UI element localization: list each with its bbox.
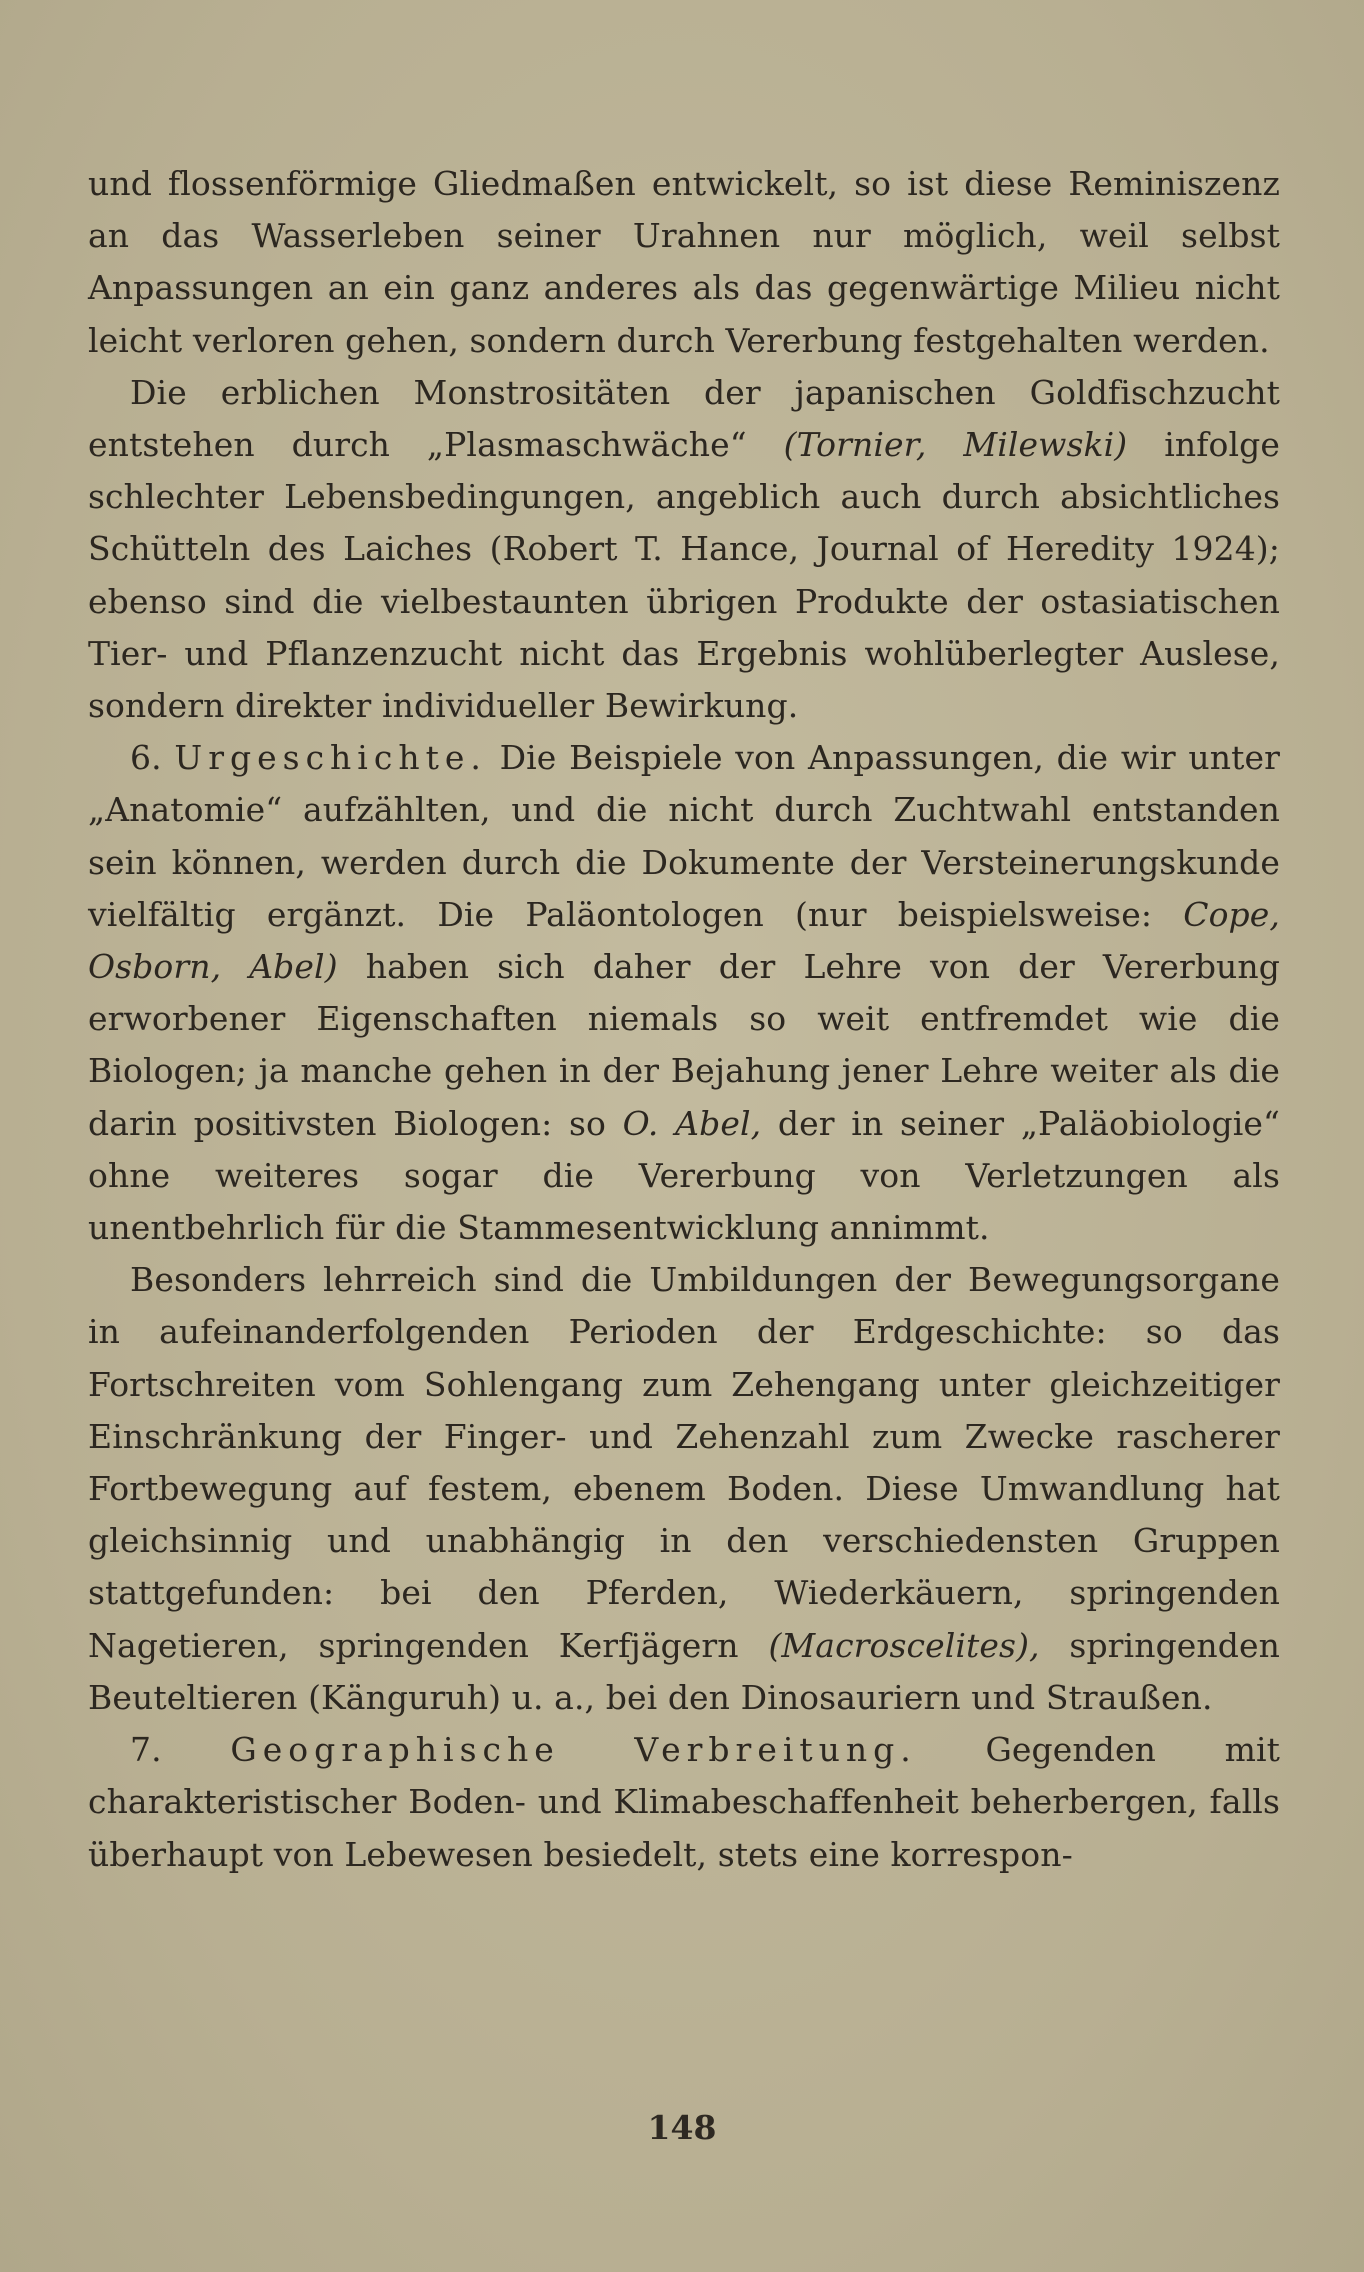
text-run: haben sich daher der Lehre von der Vererbung erworbener Eigenschaften niemals so weit entfremdet wie die Biologen; ja manche gehen in der Bejahung jener Lehre weiter als die darin positivsten Biologen: so	[88, 947, 1280, 1143]
text-run: 6.	[130, 738, 175, 778]
text-run: Die erblichen Monstrositäten der japanischen Goldfischzucht entstehen durch „Plasmaschwäche“	[88, 372, 1280, 465]
page-number: 148	[647, 2108, 717, 2147]
italic-text: (Macroscelites),	[768, 1625, 1040, 1665]
paragraph-3	[88, 732, 1280, 1254]
paragraph-1	[88, 158, 1280, 367]
italic-text: (Tornier, Milewski)	[783, 425, 1128, 465]
paragraph-2	[88, 367, 1280, 732]
text-run: infolge schlechter Lebensbedingungen, angeblich auch durch absichtliches Schütteln des Laiches (Robert T. Hance, Journal of Heredity 1924); ebenso sind die vielbestaunten übrigen Produkte der ostasiatischen Tier- und Pflanzenzucht nicht das Ergebnis wohlüberlegter Auslese, sondern direkter individueller Bewirkung.	[88, 425, 1280, 726]
text-run: Die Beispiele von Anpassungen, die wir unter „Anatomie“ aufzählten, und die nicht durch Zuchtwahl entstanden sein können, werden durch die Dokumente der Versteinerungskunde vielfältig ergänzt. Die Paläontologen (nur beispielsweise:	[88, 738, 1280, 934]
section-heading: Geographische Verbreitung.	[230, 1730, 917, 1770]
text-run: Gegenden mit charakteristischer Boden- und Klimabeschaffenheit beherbergen, falls überhaupt von Lebewesen besiedelt, stets eine korrespon-	[88, 1730, 1280, 1874]
paragraph-5	[88, 1724, 1280, 1881]
text-run: springenden Beuteltieren (Känguruh) u. a., bei den Dinosauriern und Straußen.	[88, 1625, 1280, 1717]
italic-text: Cope, Osborn, Abel)	[88, 894, 1280, 987]
italic-text: O. Abel,	[622, 1103, 762, 1143]
text-run: Besonders lehrreich sind die Umbildungen der Bewegungsorgane in aufeinanderfolgenden Perioden der Erdgeschichte: so das Fortschreiten vom Sohlengang zum Zehengang unter gleichzeitiger Einschränkung der Finger- und Zehenzahl zum Zwecke rascherer Fortbewegung auf festem, ebenem Boden. Diese Umwandlung hat gleichsinnig und unabhängig in den verschiedensten Gruppen stattgefunden: bei den Pferden, Wiederkäuern, springenden Nagetieren, springenden Kerfjägern	[88, 1260, 1280, 1665]
text-run: und flossenförmige Gliedmaßen entwickelt, so ist diese Reminiszenz an das Wasserleben seiner Urahnen nur möglich, weil selbst Anpassungen an ein ganz anderes als das gegenwärtige Milieu nicht leicht verloren gehen, sondern durch Vererbung festgehalten werden.	[88, 164, 1280, 360]
body-text	[88, 158, 1280, 1881]
paragraph-4	[88, 1254, 1280, 1724]
section-heading: Urgeschichte.	[174, 738, 487, 778]
text-run: der in seiner „Paläobiologie“ ohne weiteres sogar die Vererbung von Verletzungen als unentbehrlich für die Stammesentwicklung annimmt.	[88, 1103, 1280, 1248]
text-run: 7.	[130, 1730, 231, 1770]
